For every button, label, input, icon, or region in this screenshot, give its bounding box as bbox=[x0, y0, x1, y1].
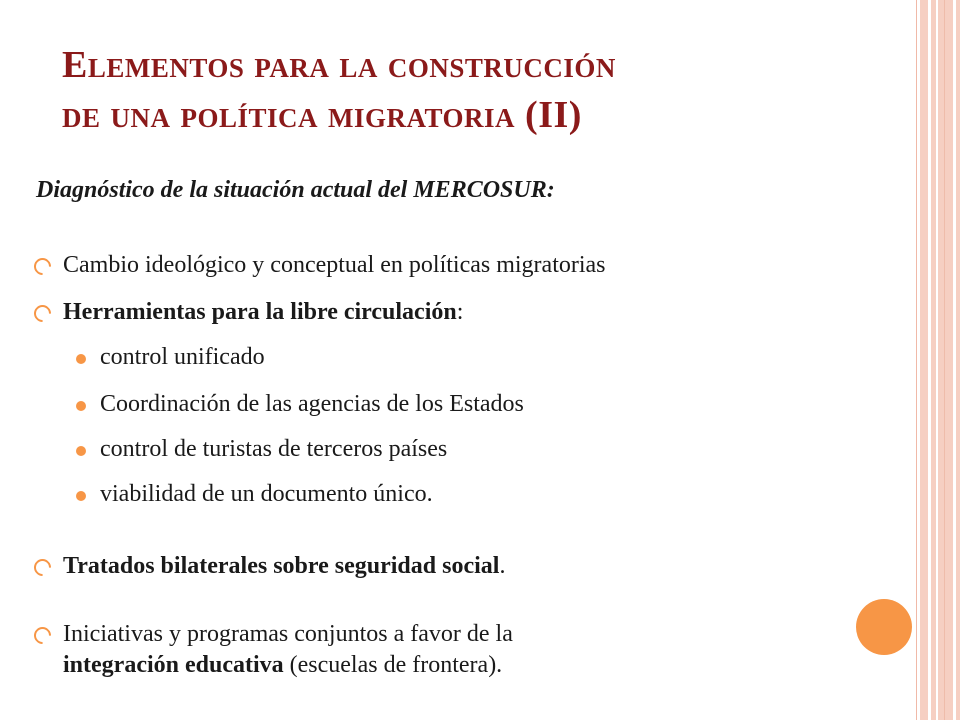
bullet-text bbox=[63, 551, 505, 582]
sub-bullet-dot-icon bbox=[76, 401, 86, 411]
bullet-text: Cambio ideológico y conceptual en políticas migratorias bbox=[63, 252, 606, 278]
bullet-text-rest: (escuelas de frontera). bbox=[283, 652, 503, 678]
slide-title bbox=[62, 40, 882, 140]
bullet-bold-text: integración educativa bbox=[63, 652, 284, 678]
slide-title-line2: de una política migratoria (II) bbox=[62, 94, 582, 136]
bullet-bold-text: Herramientas para la libre circulación bbox=[63, 299, 457, 325]
decor-orange-circle bbox=[856, 599, 912, 655]
slide-title-line1: Elementos para la construcción bbox=[62, 44, 616, 86]
bullet-text bbox=[63, 619, 513, 681]
sub-bullet-dot-icon bbox=[76, 354, 86, 364]
section-subtitle: Diagnóstico de la situación actual del MERCOSUR: bbox=[36, 177, 555, 203]
sub-bullet-text: viabilidad de un documento único. bbox=[100, 481, 433, 507]
bullet-text-rest: : bbox=[456, 299, 464, 325]
sub-bullet-text: control de turistas de terceros países bbox=[100, 436, 448, 462]
bullet-marker-icon bbox=[30, 254, 54, 278]
bullet-text-rest: . bbox=[499, 553, 506, 579]
bullet-marker-icon bbox=[30, 623, 54, 647]
bullet-marker-icon bbox=[30, 555, 54, 579]
bullet-marker-icon bbox=[30, 301, 54, 325]
sub-bullet-text: control unificado bbox=[100, 344, 265, 370]
sub-bullet-dot-icon bbox=[76, 491, 86, 501]
bullet-text-line1: Iniciativas y programas conjuntos a favor de la bbox=[63, 621, 513, 647]
decor-stripe bbox=[920, 0, 928, 720]
decor-stripe bbox=[936, 0, 938, 720]
decor-stripe bbox=[931, 0, 953, 720]
decor-stripe bbox=[916, 0, 917, 720]
sub-bullet-dot-icon bbox=[76, 446, 86, 456]
sub-bullet-text: Coordinación de las agencias de los Estados bbox=[100, 391, 524, 417]
decor-stripe bbox=[944, 0, 945, 720]
bullet-bold-text: Tratados bilaterales sobre seguridad social bbox=[63, 553, 500, 579]
bullet-text bbox=[63, 297, 463, 328]
decor-stripe bbox=[956, 0, 960, 720]
